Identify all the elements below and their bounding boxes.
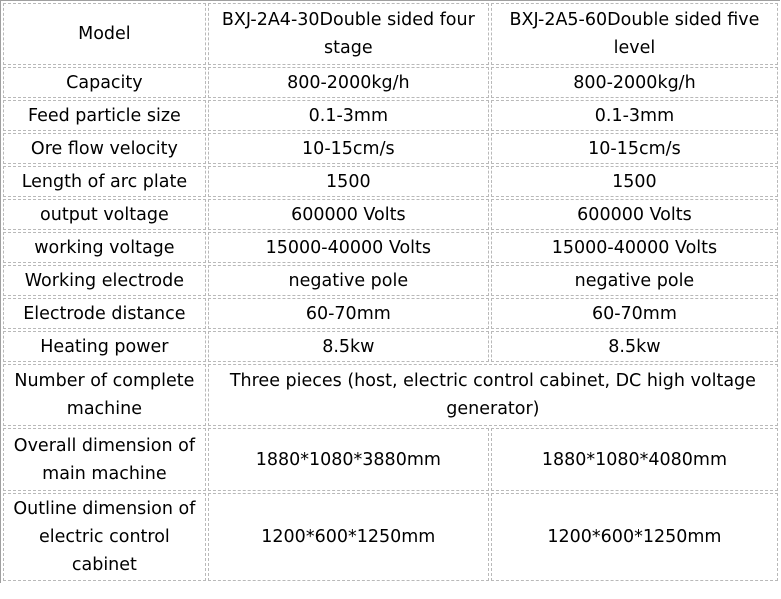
row-value: 0.1-3mm	[491, 100, 778, 131]
row-value: 15000-40000 Volts	[208, 232, 489, 263]
header-label: Model	[3, 3, 206, 65]
model-2-name: BXJ-2A5-60Double sided five level	[491, 3, 778, 65]
row-value: 600000 Volts	[208, 199, 489, 230]
row-label: Ore flow velocity	[3, 133, 206, 164]
table-row	[3, 232, 778, 263]
row-value: 1200*600*1250mm	[491, 493, 778, 581]
row-label: Feed particle size	[3, 100, 206, 131]
row-label: Capacity	[3, 67, 206, 98]
table-row	[3, 331, 778, 362]
overall-dimension-row	[3, 428, 778, 491]
table-row	[3, 199, 778, 230]
row-label: Heating power	[3, 331, 206, 362]
row-value: 1500	[208, 166, 489, 197]
row-value: 1880*1080*4080mm	[491, 428, 778, 491]
row-value: 60-70mm	[491, 298, 778, 329]
table-row	[3, 265, 778, 296]
complete-machine-value: Three pieces (host, electric control cabinet, DC high voltage generator)	[208, 364, 778, 426]
table-row	[3, 100, 778, 131]
outline-dimension-row	[3, 493, 778, 581]
row-label: Working electrode	[3, 265, 206, 296]
row-label: Overall dimension of main machine	[3, 428, 206, 491]
row-value: negative pole	[208, 265, 489, 296]
model-1-name: BXJ-2A4-30Double sided four stage	[208, 3, 489, 65]
row-value: 15000-40000 Volts	[491, 232, 778, 263]
table-row	[3, 166, 778, 197]
row-value: 1880*1080*3880mm	[208, 428, 489, 491]
row-value: 0.1-3mm	[208, 100, 489, 131]
row-value: 8.5kw	[208, 331, 489, 362]
table-row	[3, 133, 778, 164]
row-label: Number of complete machine	[3, 364, 206, 426]
row-value: 8.5kw	[491, 331, 778, 362]
row-value: 800-2000kg/h	[208, 67, 489, 98]
row-value: 600000 Volts	[491, 199, 778, 230]
row-value: 1200*600*1250mm	[208, 493, 489, 581]
row-value: 10-15cm/s	[208, 133, 489, 164]
row-value: 800-2000kg/h	[491, 67, 778, 98]
header-row	[3, 3, 778, 65]
row-value: 60-70mm	[208, 298, 489, 329]
row-label: Electrode distance	[3, 298, 206, 329]
row-value: negative pole	[491, 265, 778, 296]
table-row	[3, 298, 778, 329]
row-value: 10-15cm/s	[491, 133, 778, 164]
complete-machine-row	[3, 364, 778, 426]
row-label: Length of arc plate	[3, 166, 206, 197]
row-value: 1500	[491, 166, 778, 197]
table-row	[3, 67, 778, 98]
row-label: output voltage	[3, 199, 206, 230]
row-label: Outline dimension of electric control cabinet	[3, 493, 206, 581]
row-label: working voltage	[3, 232, 206, 263]
